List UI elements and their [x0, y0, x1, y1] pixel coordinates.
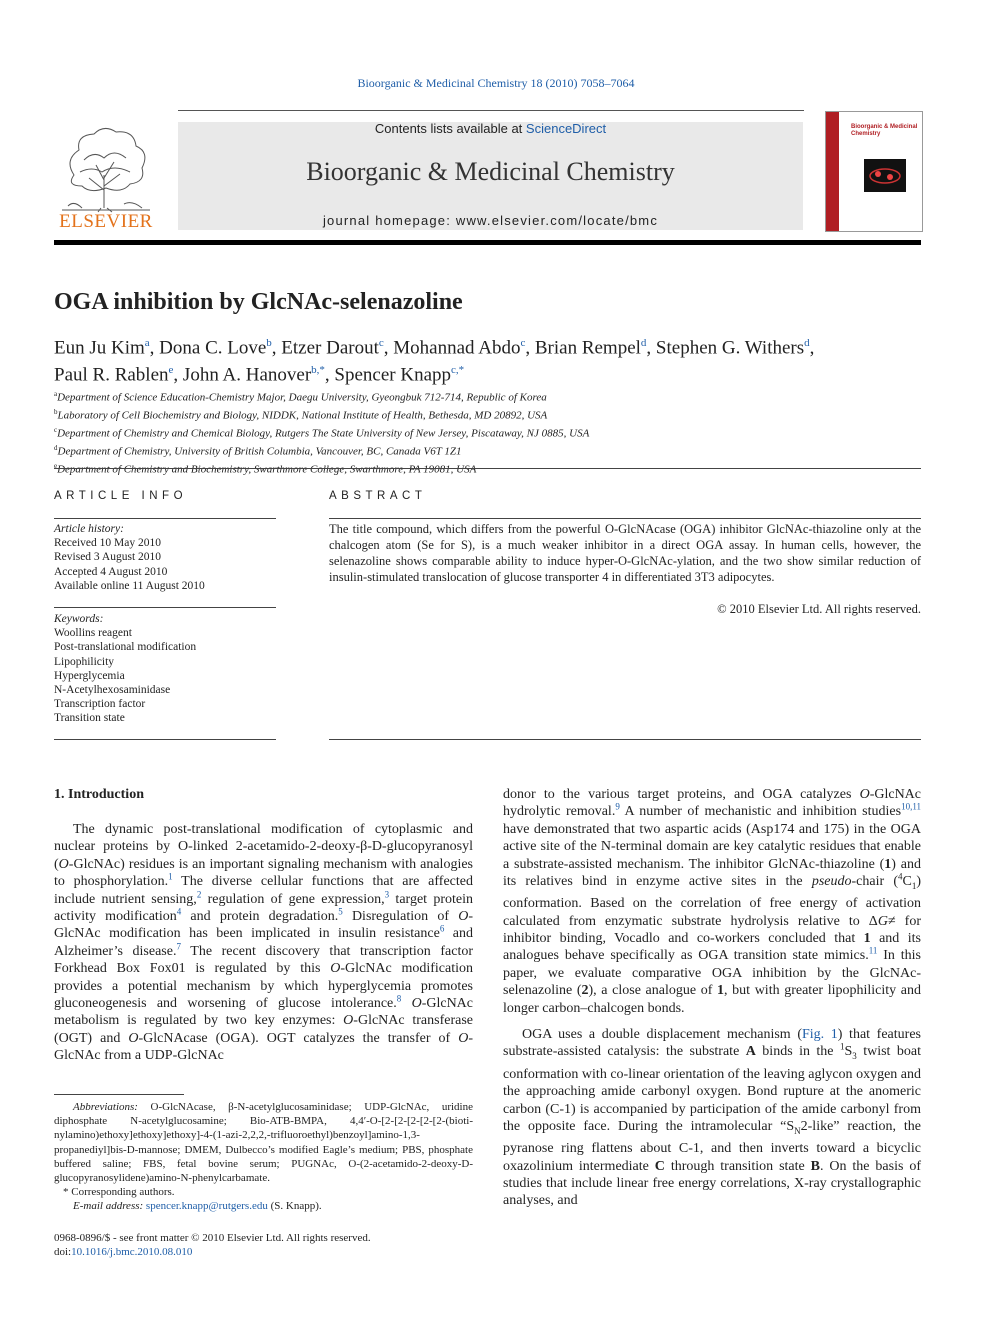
article-info-heading: ARTICLE INFO [54, 490, 188, 502]
footnote-divider [54, 1094, 184, 1095]
author: Paul R. Rablen [54, 364, 169, 386]
copyright: © 2010 Elsevier Ltd. All rights reserved. [717, 602, 921, 616]
cover-molecule-icon [864, 159, 906, 192]
author: Spencer Knapp [334, 364, 452, 386]
body-paragraph: The dynamic post-translational modification of cytoplasmic and nuclear proteins by O-linked 2-acetamido-2-deoxy-β-D-glucopyranosyl (O-GlcNAc) residues is an important signaling mechanism with analogies to phosphorylation.$^1$ The diverse cellular functions that are affected include nutrient sensing,$^2$ regulation of gene expression,$^3$ target protein activity modification$^4$ and protein degradation.$^5$ Disregulation of O-GlcNAc modification has been implicated in insulin resistance$^6$ and Alzheimer’s disease.$^7$ The recent discovery that transcription factor Forkhead Box Fox01 is regulated by this O-GlcNAc modification provides a potential mechanism by which hyperglycemia promotes gluconeogenesis and worsening of glucose intolerance.$^8$ O-GlcNAc metabolism is regulated by two key enzymes: O-GlcNAc transferase (OGT) and O-GlcNAcase (OGA). OGT catalyzes the transfer of O-GlcNAc from a UDP-GlcNAc [54, 822, 473, 1064]
journal-cover-thumbnail[interactable] [825, 111, 923, 232]
abstract-heading: ABSTRACT [329, 490, 427, 502]
divider [54, 518, 276, 519]
keyword: Post-translational modification [54, 641, 197, 654]
keyword: Lipophilicity [54, 655, 115, 668]
history-item: Accepted 4 August 2010 [54, 565, 168, 578]
doi-link[interactable]: 10.1016/j.bmc.2010.08.010 [71, 1246, 193, 1259]
cover-title: Bioorganic & Medicinal Chemistry [851, 124, 918, 137]
author: Eun Ju Kim [54, 337, 145, 359]
affiliation: $^a$Department of Science Education-Chemistry Major, Daegu University, Gyeongbuk 712-714, Republic of Korea [54, 390, 547, 404]
keyword: Hyperglycemia [54, 669, 125, 682]
history-item: Revised 3 August 2010 [54, 551, 162, 564]
header-thick-rule [54, 240, 921, 245]
author-affil-sup[interactable]: b [266, 337, 272, 349]
doi-prefix: doi: [54, 1246, 72, 1259]
body-paragraph: donor to the various target proteins, and OGA catalyzes O-GlcNAc hydrolytic removal.$^9$ A number of mechanistic and inhibition studies$^{10,11}$ have demonstrated that two aspartic acids (Asp174 and 175) in the OGA active site of the N-terminal domain are key catalytic residues that enable a substrate-assisted mechanism. The inhibitor GlcNAc-thiazoline (1) and its relatives bind in enzyme active sites in the pseudo-chair $(^4C_1)$ conformation. Based on the correlation of free energy of activation calculated from enzymatic substrate hydrolysis relative to ΔG≠ for inhibitor binding, Vocadlo and co-workers concluded that 1 and its analogues behave specifically as OGA transition state mimics.$^{11}$ In this paper, we evaluate comparative OGA inhibition by the GlcNAc-selenazoline (2), a close analogue of 1, but with greater lipophilicity and longer carbon–chalcogen bonds. [503, 787, 922, 1016]
keyword: Woollins reagent [54, 627, 132, 640]
contents-prefix: Contents lists available at [374, 121, 523, 136]
cover-image [864, 159, 906, 192]
author-affil-sup[interactable]: c [520, 337, 526, 349]
contents-line [178, 121, 803, 136]
author: Brian Rempel [534, 337, 641, 359]
history-item: Received 10 May 2010 [54, 537, 161, 550]
publisher-wordmark: ELSEVIER [59, 211, 153, 232]
footnote-email-suffix: (S. Knapp). [270, 1200, 322, 1213]
cover-stripe [826, 112, 839, 231]
author: Mohannad Abdo [393, 337, 521, 359]
author-affil-sup[interactable]: e [168, 364, 174, 377]
journal-title: Bioorganic & Medicinal Chemistry [306, 157, 675, 186]
author: Stephen G. Withers [655, 337, 805, 359]
keyword: N-Acetylhexosaminidase [54, 684, 171, 697]
journal-citation[interactable]: Bioorganic & Medicinal Chemistry 18 (2010) 7058–7064 [357, 76, 635, 90]
author-affil-sup[interactable]: c,* [451, 364, 465, 377]
header-top-rule [178, 110, 804, 111]
footnote-corresponding: * Corresponding authors. [63, 1186, 175, 1199]
footnote-abbreviations: O-GlcNAcase, β-N-acetylglucosaminidase; UDP-GlcNAc, uridine diphosphate N-acetylglucosamine; Bio-ATB-BMPA, 4,4′-O-[2-[2-[2-[2-[2-(bioti-nylamino)ethoxy]ethoxy]ethoxy]-4-(1-azi-2,2,2,-trifluoroethyl)benzoyl]amino-1,3-propanediyl]bis-D-mannose; DMEM, Dulbecco’s modified Eagle’s medium; PBS, phosphate buffered saline; FBS, fetal bovine serum; PUGNAc, O-(2-acetamido-2-deoxy-D-glucopyranosylidene)amino-N-phenylcarbamate. [54, 1101, 473, 1185]
keywords-label: Keywords: [54, 613, 104, 625]
body-paragraph: OGA uses a double displacement mechanism (Fig. 1) that features substrate-assisted catalysis: the substrate A binds in the $^1S_3$ twist boat conformation with co-linear orientation of the leaving aglycon oxygen and the approaching amide carbonyl oxygen. Bond rupture at the anomeric carbon (C-1) is accompanied by participation of the amide carbonyl from the opposite face. During the intramolecular “$S_N2$-like” reaction, the pyranose ring flattens about C-1, and then inverts toward a bicyclic oxazolinium intermediate C through transition state B. On the basis of studies that include linear free energy correlations, X-ray crystallographic analyses, and [503, 1027, 921, 1209]
sciencedirect-link[interactable]: ScienceDirect [525, 121, 607, 136]
journal-homepage[interactable]: journal homepage: www.elsevier.com/locate/bmc [322, 213, 659, 228]
author: John A. Hanover [182, 364, 312, 386]
body-right-column [503, 786, 921, 1210]
affiliation: $^c$Department of Chemistry and Chemical Biology, Rutgers The State University of New Jersey, Piscataway, NJ 0885, USA [54, 425, 590, 440]
email-link[interactable]: spencer.knapp@rutgers.edu [145, 1200, 268, 1213]
author-affil-sup[interactable]: c [378, 337, 384, 349]
divider [54, 468, 921, 469]
footnote-abbrev-label: Abbreviations: [73, 1101, 138, 1113]
author-affil-sup[interactable]: b,* [311, 364, 325, 377]
keyword: Transcription factor [54, 698, 146, 711]
author: Etzer Darout [281, 337, 379, 359]
footnote-email-label: E-mail address: [73, 1200, 144, 1213]
author-affil-sup[interactable]: a [144, 337, 150, 349]
history-label: Article history: [54, 523, 124, 535]
affiliation: $^d$Department of Chemistry, University of British Columbia, Vancouver, BC, Canada V6T 1Z1 [54, 443, 462, 458]
affiliations [54, 387, 589, 477]
history-item: Available online 11 August 2010 [54, 579, 205, 592]
issn-line: 0968-0896/$ - see front matter © 2010 Elsevier Ltd. All rights reserved. [54, 1232, 371, 1244]
author-affil-sup[interactable]: d [804, 337, 810, 349]
keywords [54, 612, 276, 726]
keyword: Transition state [54, 712, 125, 725]
article-title: OGA inhibition by GlcNAc-selenazoline [54, 289, 463, 315]
affiliation: $^e$Department of Chemistry and Biochemistry, Swarthmore College, Swarthmore, PA 19081, USA [54, 461, 477, 476]
author: Dona C. Love [159, 337, 267, 359]
author-affil-sup[interactable]: d [640, 337, 647, 349]
author-list: Eun Ju Kim$^a$, Dona C. Love$^b$, Etzer Darout$^c$, Mohannad Abdo$^c$, Brian Rempel$^d$, Stephen G. Withers$^d$, Paul R. Rablen$^e$, John A. Hanover$^{b,*}$, Spencer Knapp$^{c,*}$ [54, 337, 815, 386]
body-left-column [54, 821, 473, 1065]
section-heading: 1. Introduction [54, 787, 144, 802]
footnotes [54, 1100, 473, 1214]
article-history [54, 522, 276, 593]
divider [329, 739, 921, 740]
publication-info [54, 1231, 371, 1260]
affiliation: $^b$Laboratory of Cell Biochemistry and Biology, NIDDK, National Institute of Health, Bethesda, MD 20892, USA [54, 407, 548, 422]
divider [54, 739, 276, 740]
abstract-text: The title compound, which differs from the powerful O-GlcNAcase (OGA) inhibitor GlcNAc-thiazoline only at the chalcogen atom (Se for S), is a much weaker inhibitor in a direct OGA assay. In human cells, however, the selenazoline shows comparable ability to induce hyper-O-GlcNAc-ylation, and the two show similar reduction of insulin-stimulated translocation of glucose transporter 4 in differentiated 3T3 adipocytes. [329, 522, 921, 584]
doi-line [54, 1245, 371, 1259]
divider [54, 607, 276, 608]
divider [329, 518, 921, 519]
